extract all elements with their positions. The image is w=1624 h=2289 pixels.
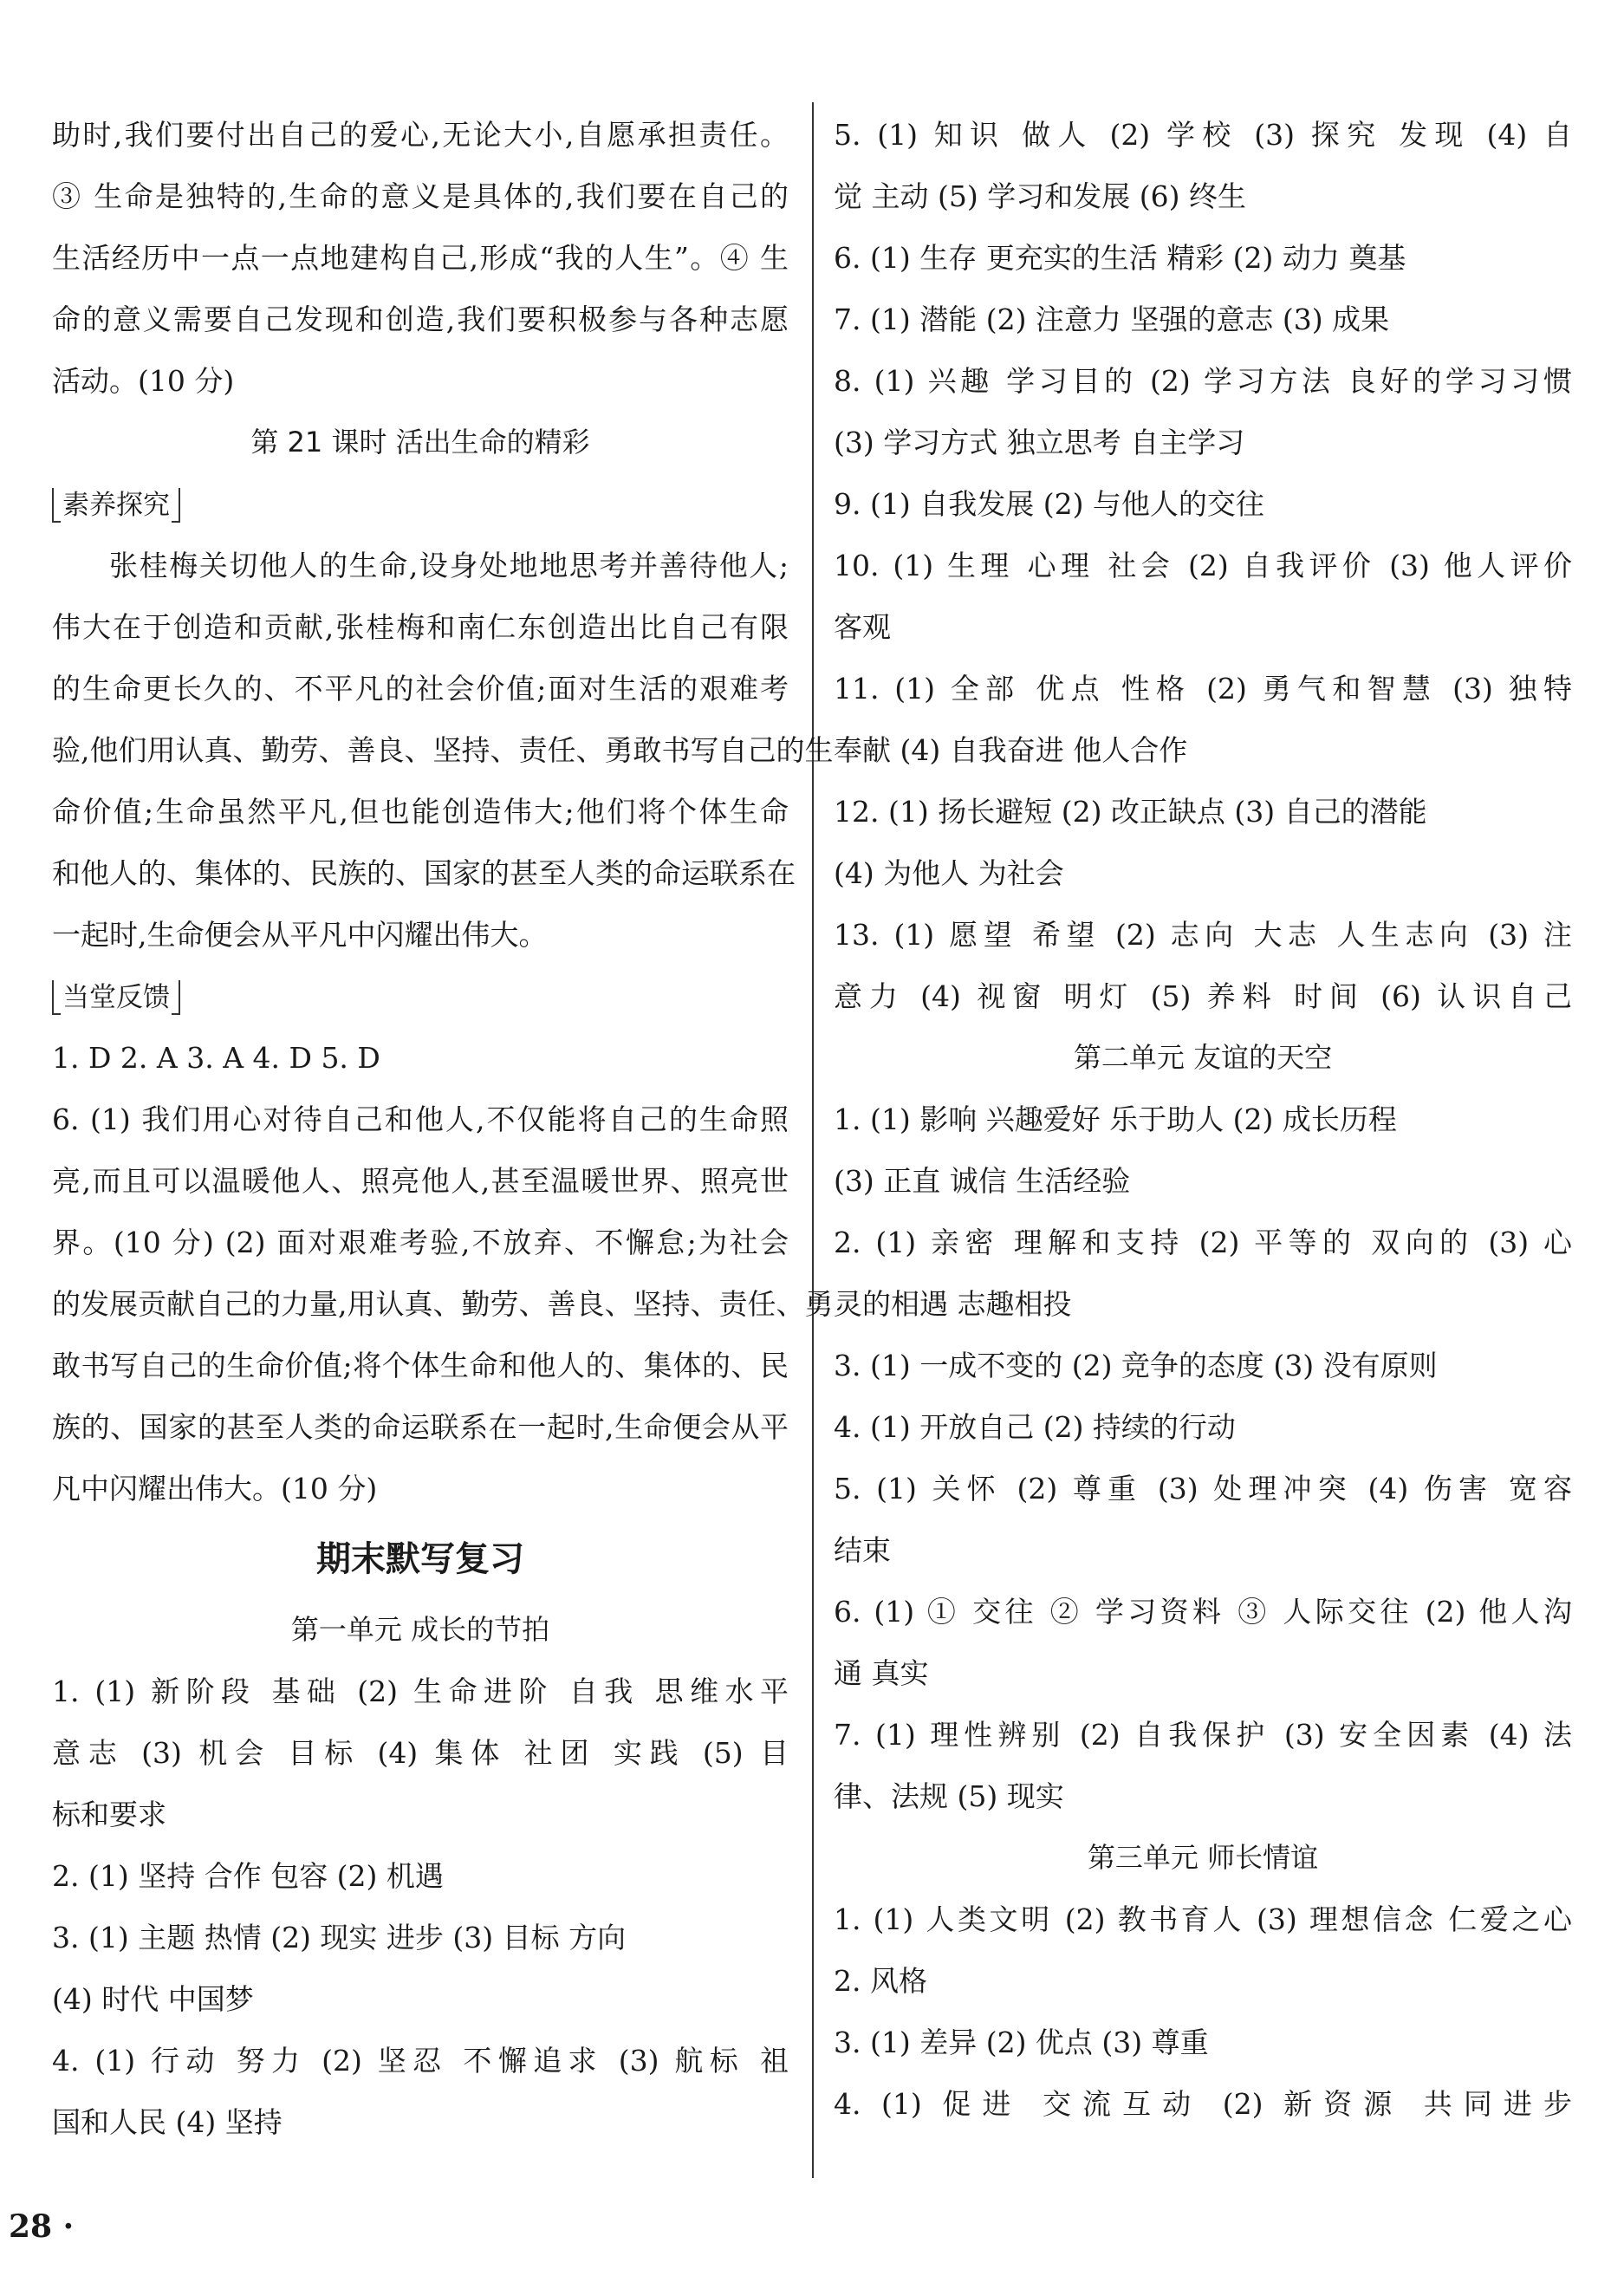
text-line: 客观 xyxy=(834,610,891,644)
text-line: 8. (1) 兴趣 学习目的 (2) 学习方法 良好的学习习惯 xyxy=(834,364,1572,398)
text-line: (3) 正直 诚信 生活经验 xyxy=(834,1164,1131,1198)
text-line: 灵的相遇 志趣相投 xyxy=(834,1287,1072,1321)
lesson-title: 第 21 课时 活出生命的精彩 xyxy=(250,426,590,458)
text-line: 6. (1) 生存 更充实的生活 精彩 (2) 动力 奠基 xyxy=(834,241,1406,275)
text-line: 6. (1) 我们用心对待自己和他人,不仅能将自己的生命照 xyxy=(52,1102,789,1136)
section-label-row xyxy=(52,966,789,1027)
text-line: 通 真实 xyxy=(834,1656,929,1690)
text-line: 11. (1) 全部 优点 性格 (2) 勇气和智慧 (3) 独特 xyxy=(834,672,1572,706)
unit-title: 第一单元 成长的节拍 xyxy=(290,1613,550,1646)
section-label: 素养探究 xyxy=(52,488,180,523)
text-line: 1. (1) 影响 兴趣爱好 乐于助人 (2) 成长历程 xyxy=(834,1102,1397,1136)
text-line: 6. (1) ① 交往 ② 学习资料 ③ 人际交往 (2) 他人沟 xyxy=(834,1595,1572,1629)
text-line: 界。(10 分) (2) 面对艰难考验,不放弃、不懈怠;为社会 xyxy=(52,1226,789,1259)
text-line: (4) 时代 中国梦 xyxy=(52,1982,254,2016)
column-divider xyxy=(812,102,814,2178)
text-line: 觉 主动 (5) 学习和发展 (6) 终生 xyxy=(834,179,1246,213)
left-column xyxy=(52,104,834,2153)
text-line: (4) 为他人 为社会 xyxy=(834,856,1064,890)
text-line: 12. (1) 扬长避短 (2) 改正缺点 (3) 自己的潜能 xyxy=(834,795,1427,829)
text-line: 命的意义需要自己发现和创造,我们要积极参与各种志愿 xyxy=(52,302,789,336)
section-label-row xyxy=(52,473,789,535)
text-line: 凡中闪耀出伟大。(10 分) xyxy=(52,1472,378,1505)
section-label: 当堂反馈 xyxy=(52,980,180,1015)
text-line: 助时,我们要付出自己的爱心,无论大小,自愿承担责任。 xyxy=(52,118,789,152)
text-line: 13. (1) 愿望 希望 (2) 志向 大志 人生志向 (3) 注 xyxy=(834,918,1572,952)
text-line: 2. (1) 坚持 合作 包容 (2) 机遇 xyxy=(52,1859,444,1893)
text-line: 族的、国家的甚至人类的命运联系在一起时,生命便会从平 xyxy=(52,1410,789,1444)
text-line: 1. (1) 人类文明 (2) 教书育人 (3) 理想信念 仁爱之心 xyxy=(834,1902,1572,1936)
answer-line: 1. D 2. A 3. A 4. D 5. D xyxy=(52,1041,380,1075)
text-line: 2. (1) 亲密 理解和支持 (2) 平等的 双向的 (3) 心 xyxy=(834,1226,1572,1259)
page-number: 28 · xyxy=(9,2208,75,2245)
text-line: 5. (1) 知识 做人 (2) 学校 (3) 探究 发现 (4) 自 xyxy=(834,118,1572,152)
text-line: 张桂梅关切他人的生命,设身处地地思考并善待他人; xyxy=(109,549,789,582)
text-line: 4. (1) 开放自己 (2) 持续的行动 xyxy=(834,1410,1236,1444)
text-line: 意力 (4) 视窗 明灯 (5) 养料 时间 (6) 认识自己 xyxy=(834,979,1572,1013)
text-line: 律、法规 (5) 现实 xyxy=(834,1779,1064,1813)
text-line: 和他人的、集体的、民族的、国家的甚至人类的命运联系在 xyxy=(52,856,796,890)
text-line: 国和人民 (4) 坚持 xyxy=(52,2105,283,2139)
text-line: 3. (1) 差异 (2) 优点 (3) 尊重 xyxy=(834,2026,1209,2059)
text-line: 亮,而且可以温暖他人、照亮他人,甚至温暖世界、照亮世 xyxy=(52,1164,789,1198)
text-line: 3. (1) 一成不变的 (2) 竞争的态度 (3) 没有原则 xyxy=(834,1349,1438,1382)
text-line: ③ 生命是独特的,生命的意义是具体的,我们要在自己的 xyxy=(52,179,789,213)
text-line: 2. 风格 xyxy=(834,1964,927,1998)
text-line: 意志 (3) 机会 目标 (4) 集体 社团 实践 (5) 目 xyxy=(52,1736,789,1770)
text-line: 3. (1) 主题 热情 (2) 现实 进步 (3) 目标 方向 xyxy=(52,1921,627,1954)
text-line: 敢书写自己的生命价值;将个体生命和他人的、集体的、民 xyxy=(52,1349,789,1382)
text-line: 的生命更长久的、不平凡的社会价值;面对生活的艰难考 xyxy=(52,672,789,706)
text-line: 活动。(10 分) xyxy=(52,364,235,398)
text-line: 结束 xyxy=(834,1533,891,1567)
text-line: 10. (1) 生理 心理 社会 (2) 自我评价 (3) 他人评价 xyxy=(834,549,1572,582)
text-line: 4. (1) 行动 努力 (2) 坚忍 不懈追求 (3) 航标 祖 xyxy=(52,2044,789,2078)
unit-title: 第三单元 师长情谊 xyxy=(1087,1841,1319,1874)
text-line: 的发展贡献自己的力量,用认真、勤劳、善良、坚持、责任、勇 xyxy=(52,1287,834,1321)
text-line: 命价值;生命虽然平凡,但也能创造伟大;他们将个体生命 xyxy=(52,795,789,829)
review-title: 期末默写复习 xyxy=(316,1539,524,1579)
text-line: 7. (1) 潜能 (2) 注意力 坚强的意志 (3) 成果 xyxy=(834,302,1390,336)
text-line: 一起时,生命便会从平凡中闪耀出伟大。 xyxy=(52,918,548,952)
text-line: 5. (1) 关怀 (2) 尊重 (3) 处理冲突 (4) 伤害 宽容 xyxy=(834,1472,1572,1505)
text-line: 标和要求 xyxy=(52,1798,166,1831)
unit-title: 第二单元 友谊的天空 xyxy=(1073,1041,1333,1074)
text-line: 验,他们用认真、勤劳、善良、坚持、责任、勇敢书写自己的生 xyxy=(52,733,834,767)
text-line: (3) 学习方式 独立思考 自主学习 xyxy=(834,426,1245,459)
text-line: 4. (1) 促进 交流互动 (2) 新资源 共同进步 xyxy=(834,2087,1572,2121)
text-line: 7. (1) 理性辨别 (2) 自我保护 (3) 安全因素 (4) 法 xyxy=(834,1718,1572,1752)
text-line: 生活经历中一点一点地建构自己,形成“我的人生”。④ 生 xyxy=(52,241,789,275)
text-line: 1. (1) 新阶段 基础 (2) 生命进阶 自我 思维水平 xyxy=(52,1674,789,1708)
text-line: 伟大在于创造和贡献,张桂梅和南仁东创造出比自己有限 xyxy=(52,610,789,644)
text-line: 9. (1) 自我发展 (2) 与他人的交往 xyxy=(834,487,1264,521)
right-column xyxy=(834,104,1572,2135)
text-line: 奉献 (4) 自我奋进 他人合作 xyxy=(834,733,1188,767)
